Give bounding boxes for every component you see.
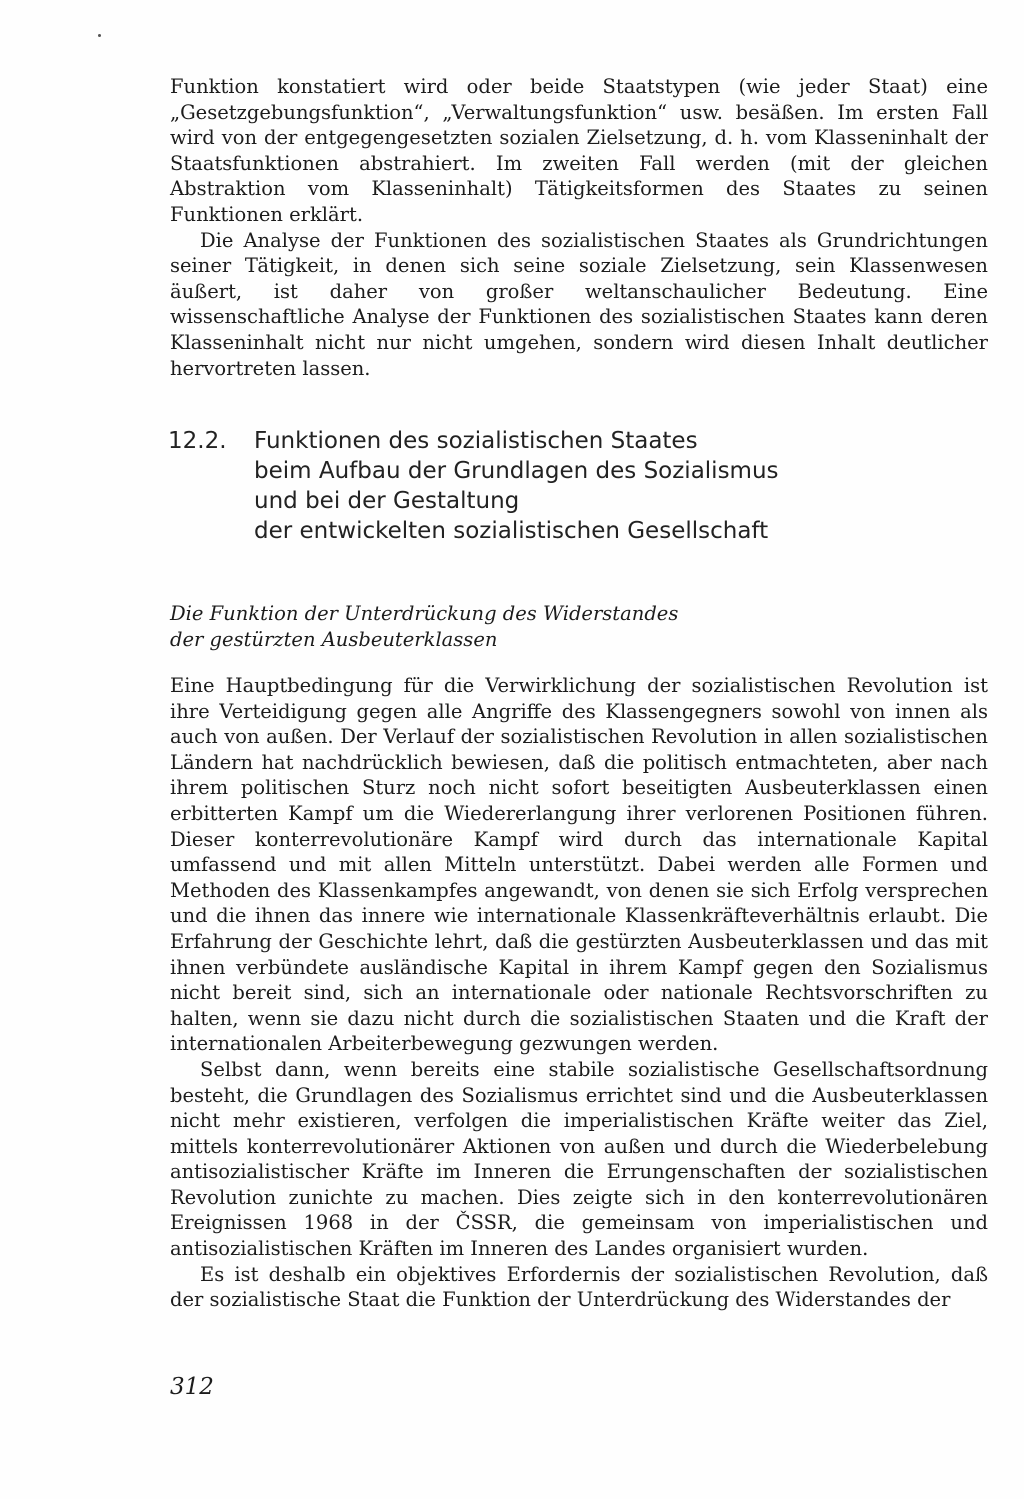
subsection-heading-line: der gestürzten Ausbeuterklassen — [170, 627, 498, 651]
scan-speck — [98, 34, 101, 37]
subsection-heading — [170, 601, 988, 652]
top-text-block — [170, 74, 988, 381]
paragraph-main-2: Selbst dann, wenn bereits eine stabile sozialistische Gesellschaftsordnung besteht, die Grundlagen des Sozialismus errichtet sind und die Ausbeuterklassen nicht mehr existieren, verfolgen die imperialistischen Kräfte weiter das Ziel, mittels konterrevolutionärer Aktionen von außen und durch die Wiederbelebung antisozialistischer Kräfte im Inneren die Errungenschaften der sozialistischen Revolution zunichte zu machen. Dies zeigte sich in den konterrevolutionären Ereignissen 1968 in der ČSSR, die gemeinsam von imperialistischen und antisozialistischen Kräften im Inneren des Landes organisiert wurden. — [170, 1057, 988, 1261]
section-title-line: und bei der Gestaltung — [254, 488, 520, 514]
paragraph-main-1: Eine Hauptbedingung für die Verwirklichung der sozialistischen Revolution ist ihre Verteidigung gegen alle Angriffe des Klassengegners sowohl von innen als auch von außen. Der Verlauf der sozialistischen Revolution in allen sozialistischen Ländern hat nachdrücklich bewiesen, daß die politisch entmachteten, aber nach ihrem politischen Sturz noch nicht sofort beseitigten Ausbeuterklassen einen erbitterten Kampf um die Wiedererlangung ihrer verlorenen Positionen führen. Dieser konterrevolutionäre Kampf wird durch das internationale Kapital umfassend und mit allen Mitteln unterstützt. Dabei werden alle Formen und Methoden des Klassenkampfes angewandt, von denen sie sich Erfolg versprechen und die ihnen das innere wie internationale Klassenkräfteverhältnis erlaubt. Die Erfahrung der Geschichte lehrt, daß die gestürzten Ausbeuterklassen und das mit ihnen verbündete ausländische Kapital in ihrem Kampf gegen den Sozialismus nicht bereit sind, sich an internationale oder nationale Rechtsvorschriften zu halten, wenn sie dazu nicht durch die sozialistischen Staaten und die Kraft der internationalen Arbeiterbewegung gezwungen werden. — [170, 674, 988, 1056]
section-title-line: Funktionen des sozialistischen Staates — [254, 428, 698, 454]
main-text-block — [170, 673, 988, 1313]
section-title-line: der entwickelten sozialistischen Gesellschaft — [254, 518, 769, 544]
section-number: 12.2. — [168, 428, 227, 454]
page-number: 312 — [170, 1374, 214, 1400]
subsection-heading-line: Die Funktion der Unterdrückung des Widerstandes — [170, 602, 679, 625]
paragraph-main-3: Es ist deshalb ein objektives Erfordernis der sozialistischen Revolution, daß der sozialistische Staat die Funktion der Unterdrückung des Widerstandes der — [170, 1262, 988, 1312]
paragraph-continuation: Funktion konstatiert wird oder beide Staatstypen (wie jeder Staat) eine „Gesetzgebungsfunktion“, „Verwaltungsfunktion“ usw. besäßen. Im ersten Fall wird von der entgegengesetzten sozialen Zielsetzung, d. h. vom Klasseninhalt der Staatsfunktionen abstrahiert. Im zweiten Fall werden (mit der gleichen Abstraktion vom Klasseninhalt) Tätigkeitsformen des Staates zu seinen Funktionen erklärt. — [170, 75, 988, 226]
section-title — [254, 426, 994, 546]
section-title-line: beim Aufbau der Grundlagen des Sozialismus — [254, 458, 779, 484]
paragraph-analysis: Die Analyse der Funktionen des sozialistischen Staates als Grundrichtungen seiner Tätigkeit, in denen sich seine soziale Zielsetzung, sein Klassenwesen äußert, ist daher von großer weltanschaulicher Bedeutung. Eine wissenschaftliche Analyse der Funktionen des sozialistischen Staates kann deren Klasseninhalt nicht nur nicht umgehen, sondern wird diesen Inhalt deutlicher hervortreten lassen. — [170, 228, 988, 380]
